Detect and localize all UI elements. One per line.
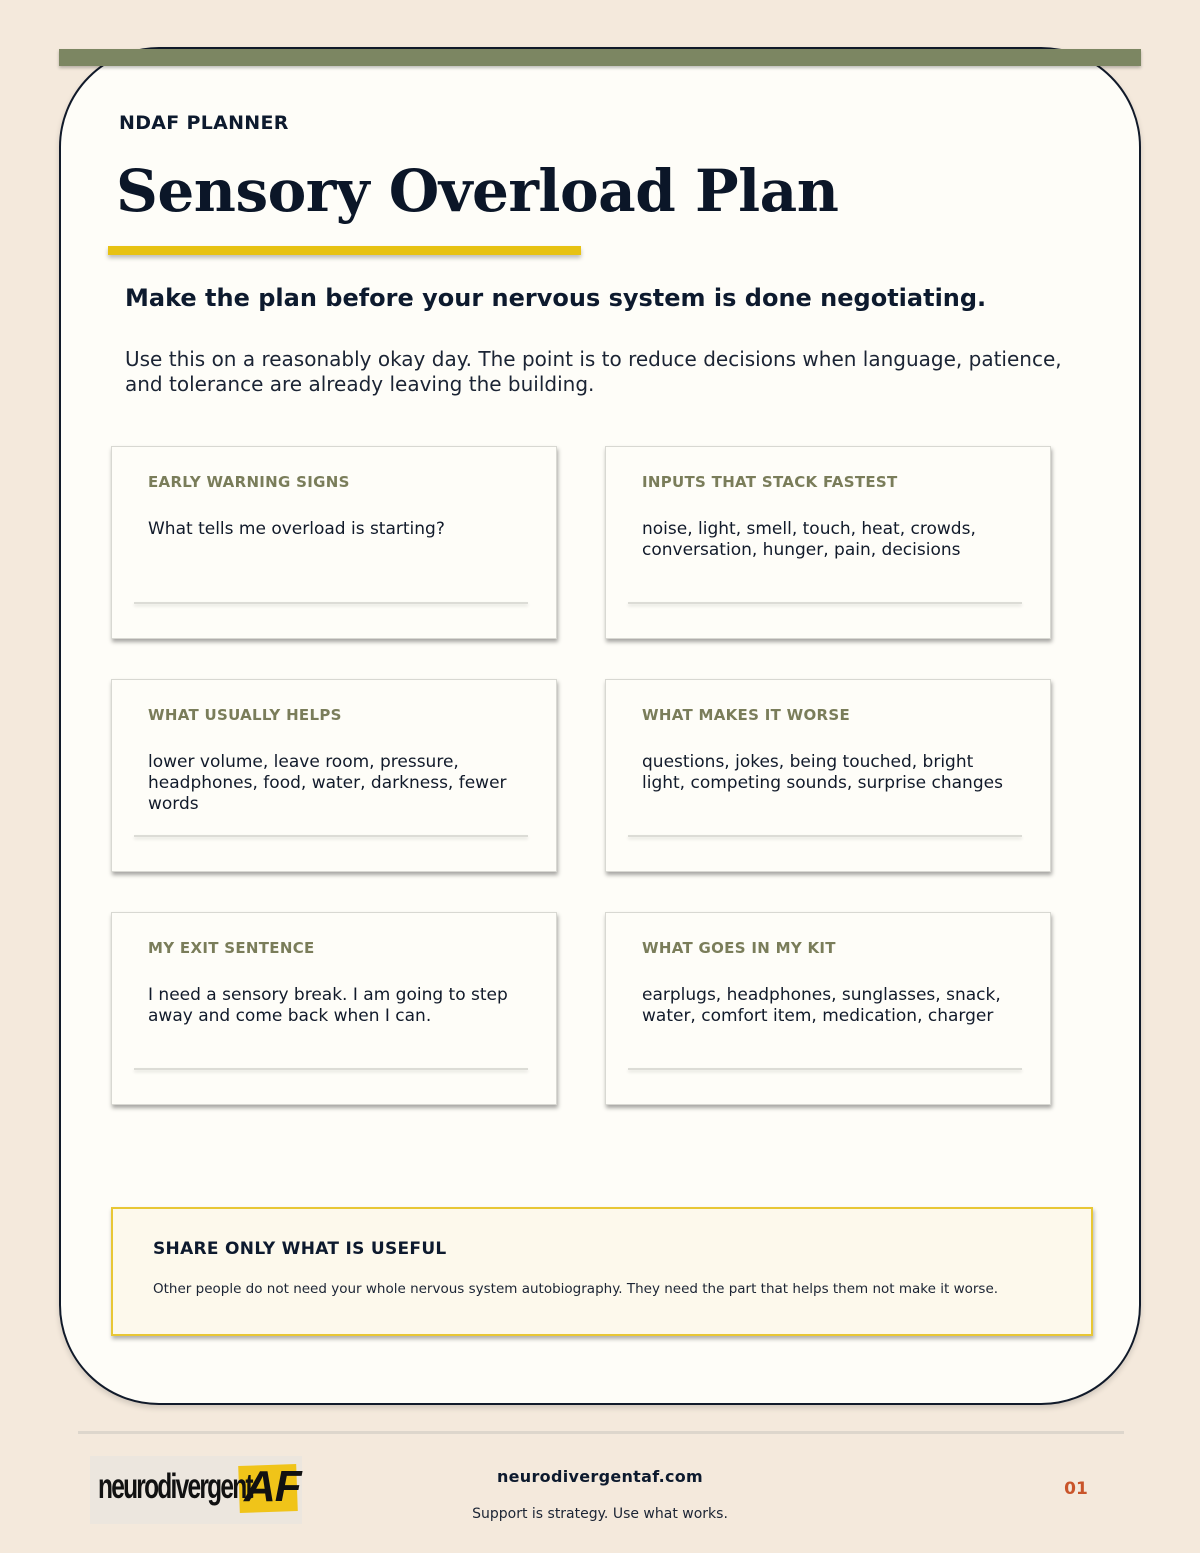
writing-line — [134, 602, 528, 604]
card-what-usually-helps[interactable] — [111, 679, 557, 872]
writing-line — [628, 835, 1022, 837]
card-label: WHAT MAKES IT WORSE — [642, 706, 851, 724]
eyebrow-label: NDAF PLANNER — [119, 112, 289, 134]
page-number: 01 — [1064, 1479, 1088, 1499]
card-what-makes-it-worse[interactable] — [605, 679, 1051, 872]
card-text[interactable]: noise, light, smell, touch, heat, crowds, conversation, hunger, pain, decisions — [642, 519, 976, 560]
logo-af-mark: AF — [244, 1462, 301, 1511]
card-what-goes-in-my-kit[interactable] — [605, 912, 1051, 1105]
writing-line — [134, 1068, 528, 1070]
card-label: WHAT USUALLY HELPS — [148, 706, 342, 724]
card-my-exit-sentence[interactable] — [111, 912, 557, 1105]
footer-tagline: Support is strategy. Use what works. — [472, 1506, 728, 1522]
planner-sheet — [59, 47, 1141, 1405]
writing-line — [628, 1068, 1022, 1070]
card-early-warning-signs[interactable] — [111, 446, 557, 639]
card-text[interactable]: What tells me overload is starting? — [148, 519, 445, 539]
card-label: EARLY WARNING SIGNS — [148, 473, 350, 491]
writing-line — [628, 602, 1022, 604]
share-callout — [111, 1207, 1093, 1336]
card-text[interactable]: lower volume, leave room, pressure, headphones, food, water, darkness, fewer words — [148, 752, 507, 814]
card-label: INPUTS THAT STACK FASTEST — [642, 473, 898, 491]
title-underline — [108, 246, 581, 255]
logo-wordmark: neurodivergent — [98, 1467, 252, 1506]
top-accent-bar — [59, 49, 1141, 66]
site-link[interactable]: neurodivergentaf.com — [496, 1467, 704, 1486]
card-text[interactable]: I need a sensory break. I am going to step away and come back when I can. — [148, 985, 508, 1026]
callout-title: SHARE ONLY WHAT IS USEFUL — [153, 1239, 447, 1259]
page-title: Sensory Overload Plan — [116, 157, 839, 225]
subheading: Make the plan before your nervous system is done negotiating. — [125, 284, 987, 312]
card-text[interactable]: questions, jokes, being touched, bright light, competing sounds, surprise changes — [642, 752, 1003, 793]
intro-text: Use this on a reasonably okay day. The point is to reduce decisions when language, patience, and tolerance are already leaving the building. — [125, 347, 1062, 396]
brand-logo[interactable] — [90, 1456, 302, 1524]
card-text[interactable]: earplugs, headphones, sunglasses, snack, water, comfort item, medication, charger — [642, 985, 1001, 1026]
callout-text: Other people do not need your whole nervous system autobiography. They need the part that helps them not make it worse. — [153, 1281, 999, 1297]
footer-divider — [78, 1431, 1124, 1434]
writing-line — [134, 835, 528, 837]
card-label: MY EXIT SENTENCE — [148, 939, 315, 957]
card-inputs-that-stack[interactable] — [605, 446, 1051, 639]
card-label: WHAT GOES IN MY KIT — [642, 939, 836, 957]
